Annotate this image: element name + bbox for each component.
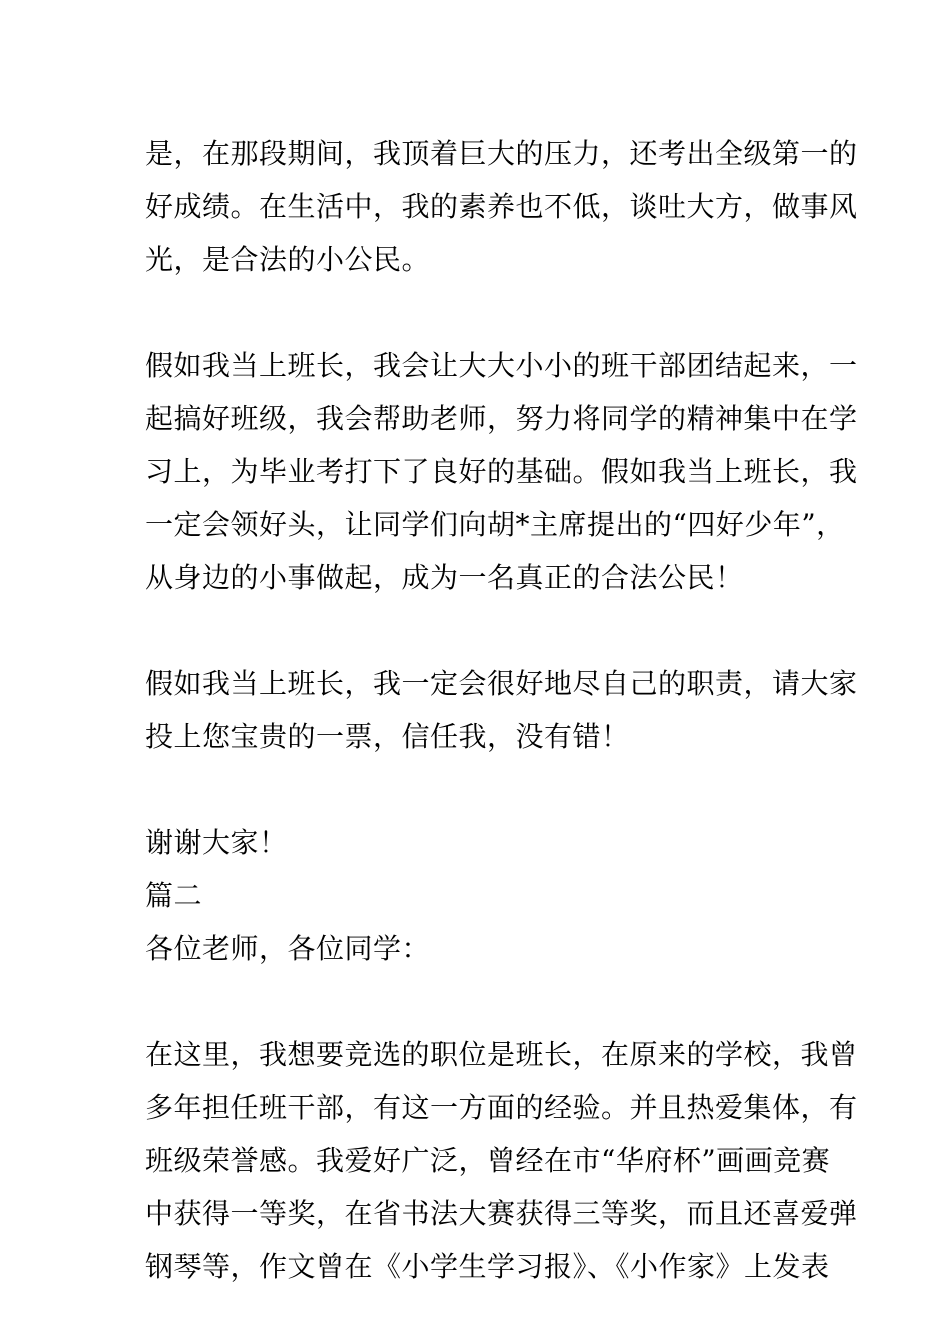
text-line: 光，是合法的小公民。 <box>145 243 431 276</box>
text-line: 习上，为毕业考打下了良好的基础。假如我当上班长，我 <box>145 455 858 488</box>
text-line: 班级荣誉感。我爱好广泛，曾经在市“华府杯”画画竞赛 <box>145 1144 831 1177</box>
paragraph <box>145 1028 858 1293</box>
salutation-line: 各位老师，各位同学： <box>145 932 431 965</box>
document-page <box>145 127 858 1293</box>
paragraph <box>145 657 858 763</box>
closing-line: 谢谢大家！ <box>145 826 288 859</box>
paragraph <box>145 816 809 975</box>
paragraph-gap <box>145 975 809 1028</box>
paragraph-gap <box>145 286 809 339</box>
text-line: 多年担任班干部，有这一方面的经验。并且热爱集体，有 <box>145 1091 858 1124</box>
text-line: 假如我当上班长，我一定会很好地尽自己的职责，请大家 <box>145 667 858 700</box>
paragraph-gap <box>145 604 809 657</box>
text-line: 从身边的小事做起，成为一名真正的合法公民！ <box>145 561 744 594</box>
text-line: 起搞好班级，我会帮助老师，努力将同学的精神集中在学 <box>145 402 858 435</box>
text-line: 假如我当上班长，我会让大大小小的班干部团结起来，一 <box>145 349 858 382</box>
text-line: 钢琴等，作文曾在《小学生学习报》、《小作家》上发表 <box>145 1250 830 1283</box>
section-heading: 篇二 <box>145 879 203 912</box>
text-line: 在这里，我想要竞选的职位是班长，在原来的学校，我曾 <box>145 1038 858 1071</box>
text-line: 是，在那段期间，我顶着巨大的压力，还考出全级第一的 <box>145 137 858 170</box>
text-line: 好成绩。在生活中，我的素养也不低，谈吐大方，做事风 <box>145 190 858 223</box>
paragraph <box>145 339 858 604</box>
paragraph <box>145 127 858 286</box>
text-line: 一定会领好头，让同学们向胡*主席提出的“四好少年”， <box>145 508 845 541</box>
text-line: 中获得一等奖，在省书法大赛获得三等奖，而且还喜爱弹 <box>145 1197 858 1230</box>
paragraph-gap <box>145 763 809 816</box>
text-line: 投上您宝贵的一票，信任我，没有错！ <box>145 720 630 753</box>
